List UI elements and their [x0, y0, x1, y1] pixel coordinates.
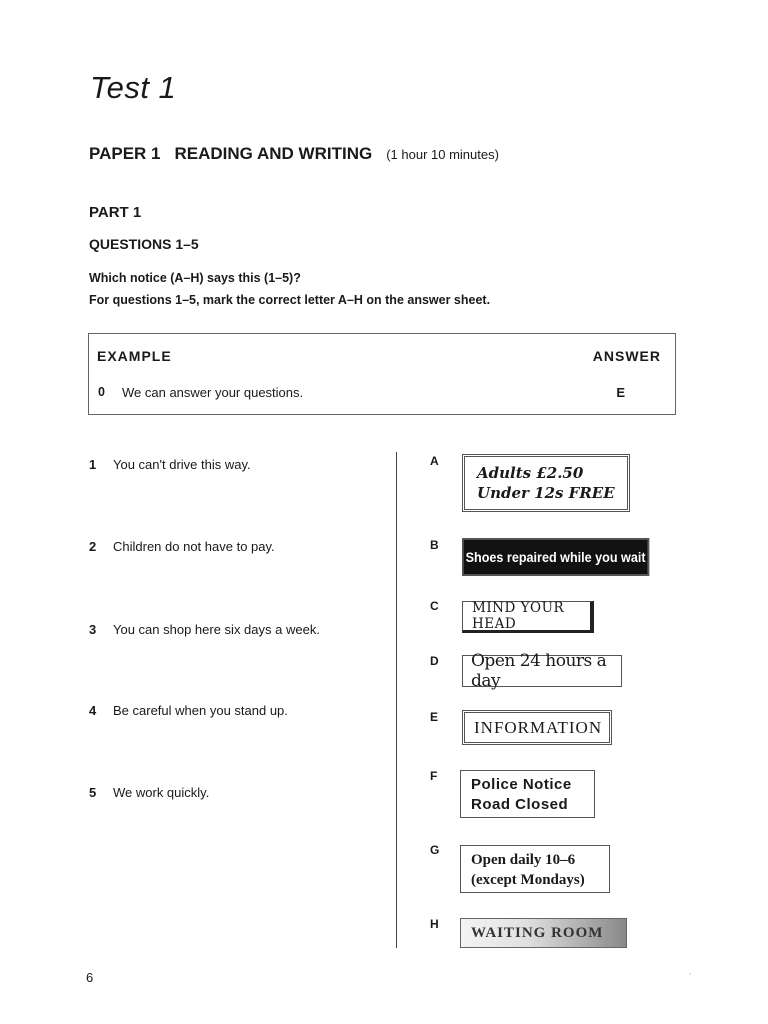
notice-b-sign: [462, 538, 649, 576]
notice-letter: A: [430, 454, 439, 468]
page-number: 6: [86, 970, 94, 985]
question-number: 4: [89, 703, 97, 718]
column-divider: [396, 452, 397, 948]
notice-letter: F: [430, 769, 438, 783]
question-number: 5: [89, 785, 97, 800]
test-title: Test 1: [90, 70, 177, 105]
question-number: 3: [89, 622, 97, 637]
corner-mark: ⸳: [689, 968, 692, 978]
notice-a-line-1: Adults £2.50: [477, 464, 584, 482]
notice-letter: B: [430, 538, 439, 552]
notice-letter: G: [430, 843, 440, 857]
notice-g-line-2: (except Mondays): [471, 872, 585, 888]
questions-range: QUESTIONS 1–5: [89, 236, 199, 252]
notice-g-sign: [460, 845, 610, 893]
example-text: We can answer your questions.: [122, 385, 304, 400]
notice-e-sign: [462, 710, 612, 745]
notice-c-sign: [462, 601, 594, 633]
question-text: You can't drive this way.: [113, 457, 251, 472]
paper-name: READING AND WRITING: [174, 144, 373, 163]
notice-letter: H: [430, 917, 439, 931]
notice-h-sign: [460, 918, 627, 948]
question-item: [89, 703, 288, 718]
paper-label: PAPER 1: [89, 144, 161, 163]
notice-b-text: Shoes repaired while you wait: [465, 549, 646, 565]
notice-letter: E: [430, 710, 439, 724]
notice-h-text: WAITING ROOM: [471, 924, 604, 941]
notice-letter: C: [430, 599, 439, 613]
notice-f-line-1: Police Notice: [471, 776, 572, 793]
question-item: [89, 539, 275, 554]
answer-label: ANSWER: [592, 348, 661, 364]
paper-heading: [89, 144, 499, 164]
notice-e-text: INFORMATION: [474, 717, 603, 737]
notice-g-line-1: Open daily 10–6: [471, 852, 576, 868]
example-answer: E: [616, 385, 625, 400]
question-item: [89, 785, 209, 800]
notice-c-text: MIND YOUR HEAD: [472, 600, 565, 632]
paper-duration: (1 hour 10 minutes): [386, 147, 499, 162]
question-text: Be careful when you stand up.: [113, 703, 288, 718]
question-text: Children do not have to pay.: [113, 539, 275, 554]
notice-f-line-2: Road Closed: [471, 796, 569, 813]
notice-a-sign: [462, 454, 630, 512]
example-box: [88, 333, 676, 415]
notice-a-line-2: Under 12s FREE: [477, 484, 615, 502]
part-title: PART 1: [89, 204, 142, 221]
question-item: [89, 457, 251, 472]
question-item: [89, 622, 320, 637]
notice-f-sign: [460, 770, 595, 818]
notice-d-sign: [462, 651, 622, 691]
notice-d-text: Open 24 hours a day: [471, 651, 607, 691]
question-text: You can shop here six days a week.: [113, 622, 320, 637]
instruction-line-1: Which notice (A–H) says this (1–5)?: [89, 271, 301, 285]
example-number: 0: [98, 385, 105, 399]
instruction-line-2: For questions 1–5, mark the correct letter A–H on the answer sheet.: [89, 293, 491, 307]
question-text: We work quickly.: [113, 785, 210, 800]
example-label: EXAMPLE: [97, 348, 172, 364]
notice-letter: D: [430, 654, 439, 668]
question-number: 2: [89, 539, 97, 554]
question-number: 1: [89, 457, 97, 472]
